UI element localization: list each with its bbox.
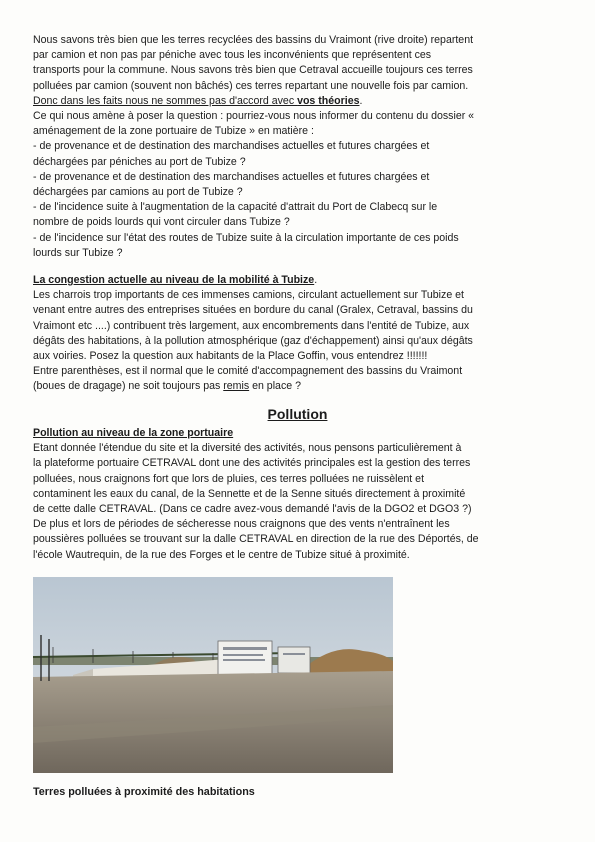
site-photo-illustration	[33, 577, 393, 773]
questions-paragraph	[33, 109, 565, 261]
text-line: dégâts des habitations, à la pollution atmosphérique (gaz d'échappement) ainsi qu'aux dégâts	[33, 334, 473, 347]
text-line: aux voiries. Posez la question aux habitants de la Place Goffin, vous entendrez !!!!!!!	[33, 350, 428, 363]
text-line: (boues de dragage) ne soit toujours pas remis en place ?	[33, 380, 301, 393]
text-line: Vraimont etc ....) contribuent très largement, aux encombrements dans l'entité de Tubize, aux	[33, 319, 470, 332]
text-line: nombre de poids lourds qui vont circuler dans Tubize ?	[33, 216, 290, 229]
text-line: de cette dalle CETRAVAL. (Dans ce cadre avez-vous demandé l'avis de la DGO2 et DGO3 ?)	[33, 503, 472, 516]
text-line: - de l'incidence suite à l'augmentation de la capacité d'attrait du Port de Clabecq sur le	[33, 201, 438, 214]
underlined-word: remis	[223, 380, 250, 393]
text-line: contaminent les eaux du canal, de la Sennette et de la Senne situés directement à proximité	[33, 487, 466, 500]
photo-caption: Terres polluées à proximité des habitations	[33, 786, 255, 798]
text-line: lourds sur Tubize ?	[33, 246, 123, 259]
text-line: transports pour la commune. Nous savons très bien que Cetraval accueille toujours ces terres	[33, 64, 473, 77]
text-line: - de provenance et de destination des marchandises actuelles et futures chargées et	[33, 140, 430, 153]
text-line: Donc dans les faits nous ne sommes pas d'accord avec vos théories.	[33, 94, 363, 107]
text-line: - de l'incidence sur l'état des routes de Tubize suite à la circulation importante de ces poids	[33, 231, 459, 244]
text-line: déchargées par camions au port de Tubize ?	[33, 186, 243, 199]
text-line: - de provenance et de destination des marchandises actuelles et futures chargées et	[33, 170, 430, 183]
text-line: polluées par camion (souvent non bâchés) ces terres repartant une nouvelle fois par camion.	[33, 79, 469, 92]
text-line: polluées, nous craignons fort que lors de pluies, ces terres polluées ne ruissèlent et	[33, 472, 425, 485]
text-line: Nous savons très bien que les terres recyclées des bassins du Vraimont (rive droite) repartent	[33, 34, 474, 46]
pollution-title: Pollution	[267, 406, 328, 422]
text-line: l'école Wautrequin, de la rue des Forges et le centre de Tubize situé à proximité.	[33, 548, 410, 561]
congestion-section	[33, 273, 565, 395]
text-line: aménagement de la zone portuaire de Tubize » en matière :	[33, 125, 314, 138]
text-line: Ce qui nous amène à poser la question : pourriez-vous nous informer du contenu du dossier «	[33, 110, 475, 122]
text-line: venant entre autres des entreprises situées en bordure du canal (Gralex, Cetraval, bassins du	[33, 304, 473, 317]
intro-paragraph	[33, 33, 565, 109]
text-line: la plateforme portuaire CETRAVAL dont une des activités principales est la gestion des terres	[33, 457, 471, 470]
text-line: par camion et non pas par péniche avec tous les inconvénients que représentent ces	[33, 49, 432, 62]
underlined-phrase: Donc dans les faits nous ne sommes pas d'accord avec	[33, 94, 298, 107]
text-line: Les charrois trop importants de ces immenses camions, circulant actuellement sur Tubize et	[33, 289, 464, 302]
site-photo	[33, 577, 393, 773]
text-line: poussières polluées se trouvant sur la dalle CETRAVAL en direction de la rue des Déportés, de	[33, 533, 479, 546]
text-line: Entre parenthèses, est il normal que le comité d'accompagnement des bassins du Vraimont	[33, 365, 463, 378]
section-heading: La congestion actuelle au niveau de la mobilité à Tubize.	[33, 274, 318, 286]
text-line: déchargées par péniches au port de Tubize ?	[33, 155, 246, 168]
section-subheading: Pollution au niveau de la zone portuaire	[33, 427, 234, 439]
text-line: De plus et lors de périodes de sécheresse nous craignons que des vents n'entraînent les	[33, 518, 450, 531]
emphasis-phrase: vos théories	[297, 94, 360, 107]
pollution-section	[33, 426, 565, 563]
text-line: Etant donnée l'étendue du site et la diversité des activités, nous pensons particulièrement à	[33, 442, 462, 455]
